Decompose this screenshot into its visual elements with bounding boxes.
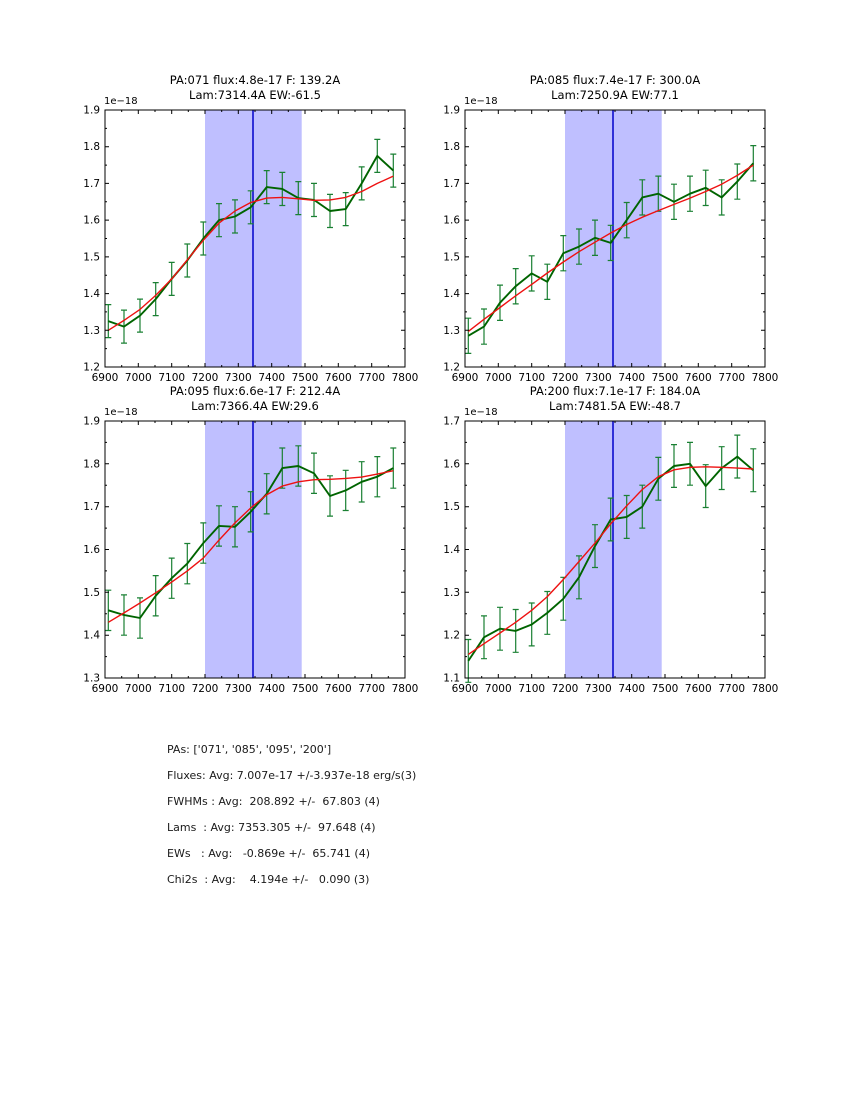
x-tick-label: 6900 <box>91 372 119 384</box>
x-tick-label: 7600 <box>324 683 352 695</box>
x-tick-label: 7800 <box>751 372 779 384</box>
x-tick-label: 7100 <box>518 372 546 384</box>
y-tick-label: 1.7 <box>83 501 100 514</box>
y-tick-label: 1.4 <box>443 288 460 301</box>
y-tick-label: 1.4 <box>83 629 100 642</box>
y-tick-label: 1.4 <box>83 288 100 301</box>
x-tick-label: 7600 <box>684 372 712 384</box>
x-tick-label: 7100 <box>158 683 186 695</box>
summary-ews: EWs : Avg: -0.869e +/- 65.741 (4) <box>167 847 370 860</box>
plot-title-line1: PA:071 flux:4.8e-17 F: 139.2A <box>169 73 341 87</box>
plot-title-line1: PA:095 flux:6.6e-17 F: 212.4A <box>169 384 341 398</box>
x-tick-label: 7400 <box>258 372 286 384</box>
summary-fluxes: Fluxes: Avg: 7.007e-17 +/-3.937e-18 erg/s(3) <box>167 769 417 782</box>
x-tick-label: 7100 <box>518 683 546 695</box>
y-tick-label: 1.3 <box>83 672 100 685</box>
x-tick-label: 7200 <box>551 683 579 695</box>
x-tick-label: 7400 <box>618 683 646 695</box>
x-tick-label: 7700 <box>358 683 386 695</box>
y-tick-label: 1.7 <box>443 415 460 428</box>
y-tick-label: 1.5 <box>443 251 460 264</box>
plot-title-line2: Lam:7314.4A EW:-61.5 <box>189 88 321 102</box>
summary-chi2s: Chi2s : Avg: 4.194e +/- 0.090 (3) <box>167 873 370 886</box>
summary-pas: PAs: ['071', '085', '095', '200'] <box>167 743 332 756</box>
x-tick-label: 7000 <box>124 683 152 695</box>
y-offset-label-pa071: 1e−18 <box>104 96 138 107</box>
x-tick-label: 7800 <box>391 683 419 695</box>
x-tick-label: 7000 <box>124 372 152 384</box>
plot-title-line2: Lam:7481.5A EW:-48.7 <box>549 399 681 413</box>
x-tick-label: 7600 <box>684 683 712 695</box>
y-tick-label: 1.1 <box>443 672 460 685</box>
x-tick-label: 7200 <box>191 372 219 384</box>
x-tick-label: 7500 <box>291 683 319 695</box>
y-tick-label: 1.6 <box>443 458 460 471</box>
x-tick-label: 7300 <box>224 372 252 384</box>
y-tick-label: 1.9 <box>83 415 100 428</box>
plot-title-line1: PA:085 flux:7.4e-17 F: 300.0A <box>529 73 701 87</box>
y-tick-label: 1.6 <box>83 544 100 556</box>
y-tick-label: 1.7 <box>443 177 460 190</box>
y-tick-label: 1.2 <box>443 629 460 642</box>
summary-lams: Lams : Avg: 7353.305 +/- 97.648 (4) <box>167 821 376 834</box>
y-tick-label: 1.8 <box>83 141 100 154</box>
x-tick-label: 7200 <box>191 683 219 695</box>
x-tick-label: 7700 <box>358 372 386 384</box>
y-tick-label: 1.5 <box>83 251 100 264</box>
plot-title-line2: Lam:7366.4A EW:29.6 <box>191 399 319 413</box>
x-tick-label: 7400 <box>258 683 286 695</box>
y-tick-label: 1.8 <box>83 458 100 471</box>
y-tick-label: 1.7 <box>83 177 100 190</box>
x-tick-label: 7800 <box>391 372 419 384</box>
y-tick-label: 1.3 <box>443 586 460 599</box>
x-tick-label: 7800 <box>751 683 779 695</box>
plot-canvas-pa095 <box>45 405 425 707</box>
x-tick-label: 7500 <box>651 372 679 384</box>
y-tick-label: 1.9 <box>443 104 460 117</box>
summary-fwhms: FWHMs : Avg: 208.892 +/- 67.803 (4) <box>167 795 380 808</box>
x-tick-label: 7200 <box>551 372 579 384</box>
x-tick-label: 7300 <box>224 683 252 695</box>
x-tick-label: 7000 <box>484 683 512 695</box>
x-tick-label: 7100 <box>158 372 186 384</box>
x-tick-label: 6900 <box>451 683 479 695</box>
x-tick-label: 6900 <box>451 372 479 384</box>
x-tick-label: 7500 <box>651 683 679 695</box>
plot-canvas-pa085 <box>405 94 785 396</box>
plot-canvas-pa071 <box>45 94 425 396</box>
y-tick-label: 1.8 <box>443 141 460 154</box>
summary-stats-block <box>167 742 416 898</box>
y-tick-label: 1.2 <box>83 361 100 374</box>
y-tick-label: 1.5 <box>83 586 100 599</box>
y-offset-label-pa200: 1e−18 <box>464 407 498 418</box>
y-tick-label: 1.6 <box>83 214 100 227</box>
y-tick-label: 1.5 <box>443 501 460 514</box>
x-tick-label: 7700 <box>718 683 746 695</box>
y-offset-label-pa085: 1e−18 <box>464 96 498 107</box>
plot-canvas-pa200 <box>405 405 785 707</box>
y-tick-label: 1.4 <box>443 544 460 556</box>
x-tick-label: 7500 <box>291 372 319 384</box>
x-tick-label: 7400 <box>618 372 646 384</box>
y-tick-label: 1.9 <box>83 104 100 117</box>
x-tick-label: 7300 <box>584 683 612 695</box>
x-tick-label: 7300 <box>584 372 612 384</box>
plot-title-line2: Lam:7250.9A EW:77.1 <box>551 88 679 102</box>
y-offset-label-pa095: 1e−18 <box>104 407 138 418</box>
y-tick-label: 1.3 <box>83 324 100 337</box>
y-tick-label: 1.2 <box>443 361 460 374</box>
y-tick-label: 1.6 <box>443 214 460 227</box>
x-tick-label: 7000 <box>484 372 512 384</box>
x-tick-label: 6900 <box>91 683 119 695</box>
plot-title-line1: PA:200 flux:7.1e-17 F: 184.0A <box>529 384 701 398</box>
x-tick-label: 7600 <box>324 372 352 384</box>
y-tick-label: 1.3 <box>443 324 460 337</box>
x-tick-label: 7700 <box>718 372 746 384</box>
